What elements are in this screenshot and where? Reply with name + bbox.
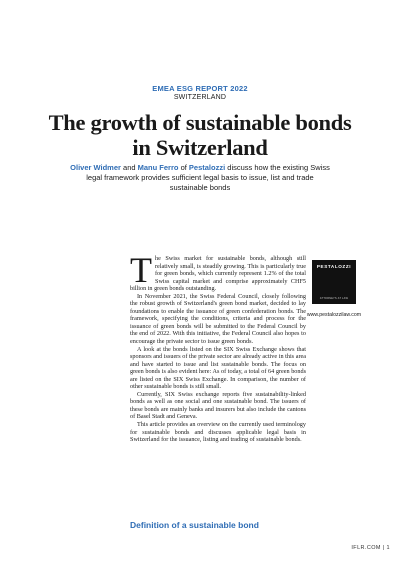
- page-title-line2: in Switzerland: [132, 135, 268, 160]
- standfirst-and: and: [120, 163, 138, 172]
- article-body: [130, 250, 306, 444]
- author-1: Oliver Widmer: [70, 163, 121, 172]
- logo-wordmark: PESTALOZZI: [316, 264, 352, 269]
- author-2: Manu Ferro: [137, 163, 179, 172]
- drop-cap: T: [130, 250, 152, 290]
- pestalozzi-logo: [312, 260, 356, 304]
- paragraph-4: Currently, SIX Swiss exchange reports five sustainability-linked bonds as well as one social and one sustainable bond. The issuers of these bonds are mainly banks and insurers but also include the cantons of Basel Stadt and Geneva.: [130, 390, 306, 421]
- standfirst-of: of: [178, 163, 189, 172]
- page-title-line1: The growth of sustainable bonds: [48, 110, 352, 135]
- standfirst-rest: discuss how the existing Swiss legal framework provides sufficient legal basis to issue, list and trade sustainable bonds: [86, 163, 330, 192]
- standfirst: [70, 163, 330, 193]
- logo-footer: ATTORNEYS AT LAW: [319, 297, 349, 300]
- firm-name: Pestalozzi: [188, 163, 226, 172]
- page-folio: IFLR.COM | 1: [351, 545, 390, 551]
- page-title: [0, 110, 400, 160]
- paragraph-3: A look at the bonds listed on the SIX Swiss Exchange shows that sponsors and issuers of the private sector are already active in this area and have started to issue and list sustainable bonds. The focus on green bonds is also evident here: As of today, a total of 64 green bonds are listed on the SIX Swiss Exchange. In comparison, the number of other sustainable bonds is still small.: [130, 345, 306, 391]
- report-kicker: EMEA ESG REPORT 2022: [152, 84, 248, 93]
- paragraph-2: In November 2021, the Swiss Federal Council, closely following the robust growth of Switzerland's green bond market, decided to lay foundations to enable the issuance of green confederation bonds. The framework, specifying the conditions, criteria and process for the issuance of green bonds will be submitted to the Federal Council by the end of 2022. With this initiative, the Federal Council also hopes to encourage the private sector to issue green bonds.: [130, 292, 306, 346]
- firm-website-link[interactable]: www.pestalozzilaw.com: [306, 312, 362, 318]
- paragraph-5: This article provides an overview on the currently used terminology for sustainable bonds and discusses applicable legal basis in Switzerland for the issuance, listing and trading of sustainable bonds.: [130, 421, 306, 444]
- paragraph-1-text: he Swiss market for sustainable bonds, although still relatively small, is steadily growing. This is particularly true for green bonds, which currently represent 1.2% of the total Swiss capital market and comprise approximately CHF5 billion in green bonds outstanding.: [130, 255, 306, 293]
- report-section: SWITZERLAND: [173, 94, 227, 101]
- paragraph-1: [130, 250, 306, 293]
- section-heading: Definition of a sustainable bond: [130, 520, 259, 530]
